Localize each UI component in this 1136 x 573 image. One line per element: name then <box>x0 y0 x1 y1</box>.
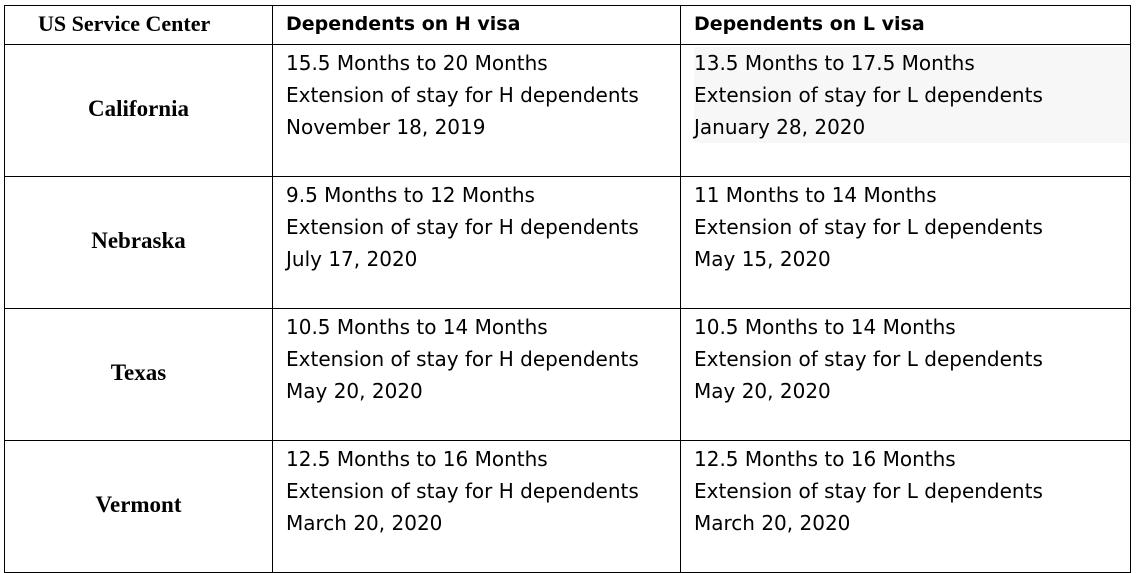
h-date: July 17, 2020 <box>286 247 418 271</box>
service-center-name: California <box>5 45 273 177</box>
h-range: 12.5 Months to 16 Months <box>286 447 548 471</box>
h-range: 15.5 Months to 20 Months <box>286 51 548 75</box>
h-type: Extension of stay for H dependents <box>286 83 639 107</box>
l-type: Extension of stay for L dependents <box>694 347 1043 371</box>
l-date: January 28, 2020 <box>694 115 866 139</box>
service-center-name: Nebraska <box>5 177 273 309</box>
l-visa-cell <box>681 441 1131 573</box>
l-range: 10.5 Months to 14 Months <box>694 315 956 339</box>
h-date: November 18, 2019 <box>286 115 486 139</box>
table-row <box>5 45 1131 177</box>
service-center-name: Vermont <box>5 441 273 573</box>
l-type: Extension of stay for L dependents <box>694 215 1043 239</box>
table-row <box>5 177 1131 309</box>
l-date: May 20, 2020 <box>694 379 831 403</box>
l-visa-cell <box>681 177 1131 309</box>
header-l-visa: Dependents on L visa <box>681 6 1131 45</box>
l-range: 11 Months to 14 Months <box>694 183 937 207</box>
table-row <box>5 441 1131 573</box>
h-range: 9.5 Months to 12 Months <box>286 183 535 207</box>
l-visa-cell <box>681 309 1131 441</box>
service-center-name: Texas <box>5 309 273 441</box>
header-h-visa: Dependents on H visa <box>273 6 681 45</box>
l-visa-cell <box>681 45 1131 177</box>
h-visa-cell <box>273 45 681 177</box>
l-range: 12.5 Months to 16 Months <box>694 447 956 471</box>
table-row <box>5 309 1131 441</box>
h-visa-cell <box>273 441 681 573</box>
h-visa-cell <box>273 177 681 309</box>
h-type: Extension of stay for H dependents <box>286 479 639 503</box>
h-type: Extension of stay for H dependents <box>286 215 639 239</box>
l-date: May 15, 2020 <box>694 247 831 271</box>
header-service-center: US Service Center <box>5 6 273 45</box>
l-type: Extension of stay for L dependents <box>694 83 1043 107</box>
header-row <box>5 6 1131 45</box>
h-visa-cell <box>273 309 681 441</box>
l-range: 13.5 Months to 17.5 Months <box>694 51 975 75</box>
h-date: March 20, 2020 <box>286 511 443 535</box>
processing-times-table <box>4 5 1131 573</box>
l-date: March 20, 2020 <box>694 511 851 535</box>
h-date: May 20, 2020 <box>286 379 423 403</box>
h-range: 10.5 Months to 14 Months <box>286 315 548 339</box>
h-type: Extension of stay for H dependents <box>286 347 639 371</box>
l-type: Extension of stay for L dependents <box>694 479 1043 503</box>
